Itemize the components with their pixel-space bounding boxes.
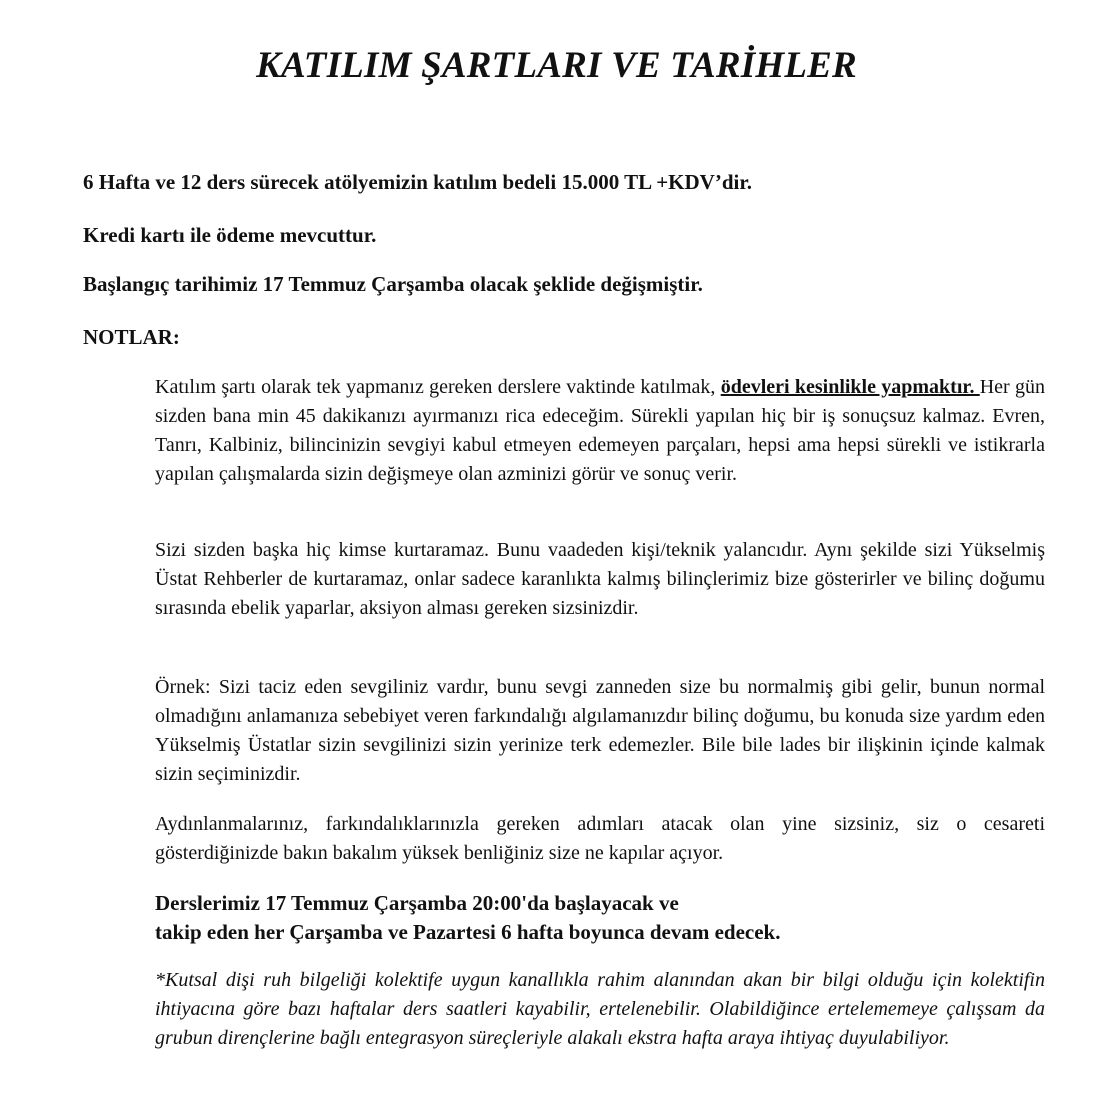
note-p1-start: Katılım şartı olarak tek yapmanız gereken derslere vaktinde katılmak, <box>155 376 721 398</box>
note-p1-rest: Her gün sizden bana min 45 dakikanızı ayırmanızı rica edeceğim. Sürekli yapılan hiç bir iş sonuçsuz kalmaz. Evren, Tanrı, Kalbiniz, bilincinizin sevgiyi kabul etmeyen edemeyen parçaları, hepsi ama hepsi sürekli ve istikrarla yapılan çalışmalarda sizin değişmeye olan azminizi görür ve sonuç verir. <box>155 376 1046 485</box>
fee-line: 6 Hafta ve 12 ders sürecek atölyemizin katılım bedeli 15.000 TL +KDV’dir. <box>83 170 752 194</box>
schedule-block <box>155 889 1045 947</box>
payment-line: Kredi kartı ile ödeme mevcuttur. <box>83 223 377 247</box>
start-date-line: Başlangıç tarihimiz 17 Temmuz Çarşamba olacak şeklide değişmiştir. <box>83 272 703 296</box>
note-paragraph-awakening: Aydınlanmalarınız, farkındalıklarınızla gereken adımları atacak olan yine sizsiniz, siz o cesareti gösterdiğinizde bakın bakalım yüksek benliğiniz size ne kapılar açıyor. <box>155 813 1045 864</box>
schedule-line-2: takip eden her Çarşamba ve Pazartesi 6 hafta boyunca devam edecek. <box>155 920 781 944</box>
notes-heading: NOTLAR: <box>83 325 180 349</box>
disclaimer-note: *Kutsal dişi ruh bilgeliği kolektife uygun kanallıkla rahim alanından akan bir bilgi olduğu için kolektifin ihtiyacına göre bazı haftalar ders saatleri kayabilir, ertelenebilir. Olabildiğince ertelememeye çalışsam da grubun dirençlerine bağlı entegrasyon süreçleriyle alakalı ekstra hafta araya ihtiyaç duyulabiliyor. <box>155 969 1045 1049</box>
schedule-line-1: Derslerimiz 17 Temmuz Çarşamba 20:00'da başlayacak ve <box>155 891 679 915</box>
note-p1-emphasis: ödevleri kesinlikle yapmaktır. <box>720 376 980 398</box>
page-title: KATILIM ŞARTLARI VE TARİHLER <box>256 45 857 86</box>
note-paragraph-participation <box>155 373 1045 489</box>
note-paragraph-self-rescue: Sizi sizden başka hiç kimse kurtaramaz. Bunu vaadeden kişi/teknik yalancıdır. Aynı şekilde sizi Yükselmiş Üstat Rehberler de kurtaramaz, onlar sadece karanlıkta kalmış bilinçlerimiz bize gösterirler ve bilinç doğumu sırasında ebelik yaparlar, aksiyon alması gereken sizsinizdir. <box>155 539 1045 619</box>
note-paragraph-example: Örnek: Sizi taciz eden sevgiliniz vardır, bunu sevgi zanneden size bu normalmiş gibi gelir, bunun normal olmadığını anlamanıza sebebiyet veren farkındalığı algılamanızdır bilinç doğumu, bu konuda size yardım eden Yükselmiş Üstatlar sizin sevgilinizi sizin yerinize terk edemezler. Bile bile lades bir ilişkinin içinde kalmak sizin seçiminizdir. <box>155 676 1045 785</box>
